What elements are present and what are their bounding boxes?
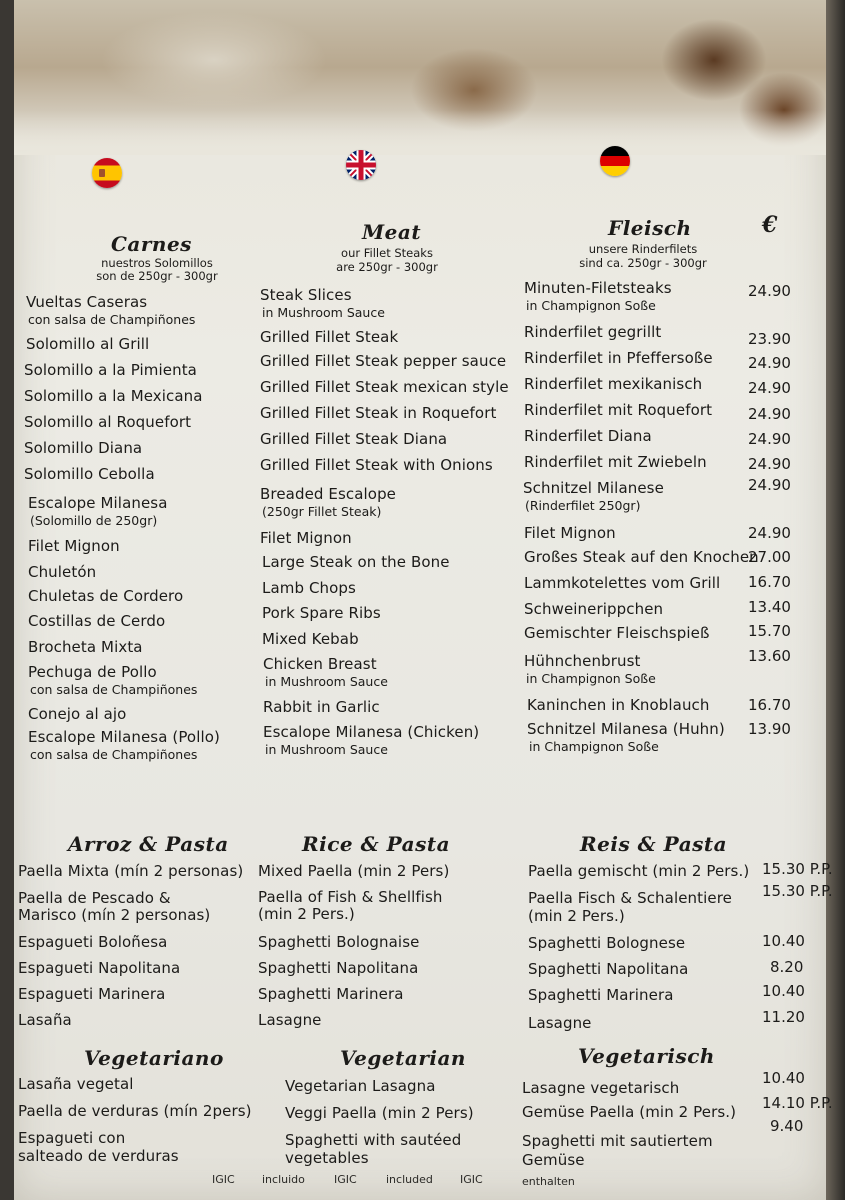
menu-item-en: Large Steak on the Bone xyxy=(262,553,450,571)
menu-item-es: Escalope Milanesa (Pollo) xyxy=(28,728,220,746)
menu-item-en-note: in Mushroom Sauce xyxy=(262,305,385,320)
menu-item-de: Schweinerippchen xyxy=(524,600,664,618)
menu-item-es: Costillas de Cerdo xyxy=(28,612,166,630)
menu-item-de: Rinderfilet mexikanisch xyxy=(524,375,703,393)
menu-item-en-note: in Mushroom Sauce xyxy=(265,674,388,689)
menu-item-de: Minuten-Filetsteaks xyxy=(524,279,672,297)
menu-item-es: Espagueti con xyxy=(18,1129,126,1147)
menu-item-de: Schnitzel Milanese xyxy=(523,479,664,497)
menu-item-de: Rinderfilet Diana xyxy=(524,427,652,445)
menu-item-en: Veggi Paella (min 2 Pers) xyxy=(285,1104,474,1122)
menu-item-de-note: (Rinderfilet 250gr) xyxy=(525,498,641,513)
menu-item-de-note: in Champignon Soße xyxy=(529,739,659,754)
menu-item-es: Vueltas Caseras xyxy=(26,293,148,311)
menu-item-en: Mixed Kebab xyxy=(262,630,359,648)
price: 13.90 xyxy=(748,720,791,738)
menu-item-es-note: con salsa de Champiñones xyxy=(28,312,196,327)
menu-item-en: Lasagne xyxy=(258,1011,322,1029)
menu-item-es: Lasaña xyxy=(18,1011,72,1029)
carnes-note-2: son de 250gr - 300gr xyxy=(96,269,218,283)
menu-item-en: Chicken Breast xyxy=(263,655,377,673)
menu-item-de: Lasagne vegetarisch xyxy=(522,1079,680,1097)
menu-item-es: Conejo al ajo xyxy=(28,705,127,723)
price: 10.40 xyxy=(762,1069,805,1087)
price: 13.40 xyxy=(748,598,791,616)
menu-item-en: Spaghetti Napolitana xyxy=(258,959,419,977)
menu-item-es: Pechuga de Pollo xyxy=(28,663,157,681)
price: 15.30 P.P. xyxy=(762,860,833,878)
footer-de-tax: IGIC xyxy=(460,1173,483,1186)
menu-item-en: Grilled Fillet Steak in Roquefort xyxy=(260,404,497,422)
menu-item-en: Spaghetti with sautéed xyxy=(285,1131,462,1149)
price: 24.90 xyxy=(748,476,791,494)
menu-item-de: Spaghetti Bolognese xyxy=(528,934,686,952)
menu-item-es: Solomillo Diana xyxy=(24,439,143,457)
menu-item-en: vegetables xyxy=(285,1149,369,1167)
menu-item-en: Mixed Paella (min 2 Pers) xyxy=(258,862,450,880)
spain-flag-icon xyxy=(92,158,122,188)
menu-item-es: Marisco (mín 2 personas) xyxy=(18,906,211,924)
menu-item-de: Großes Steak auf den Knochen xyxy=(524,548,759,566)
menu-item-de-note: in Champignon Soße xyxy=(526,671,656,686)
price: 10.40 xyxy=(762,982,805,1000)
price: 15.30 P.P. xyxy=(762,882,833,900)
menu-item-de: (min 2 Pers.) xyxy=(528,907,625,925)
fleisch-note-2: sind ca. 250gr - 300gr xyxy=(579,256,707,270)
price: 24.90 xyxy=(748,354,791,372)
menu-item-es: Espagueti Napolitana xyxy=(18,959,181,977)
price: 16.70 xyxy=(748,696,791,714)
menu-item-de: Kaninchen in Knoblauch xyxy=(527,696,710,714)
menu-item-en-note: (250gr Fillet Steak) xyxy=(262,504,382,519)
menu-item-es: Paella Mixta (mín 2 personas) xyxy=(18,862,244,880)
menu-item-de: Filet Mignon xyxy=(524,524,616,542)
menu-item-es: Brocheta Mixta xyxy=(28,638,143,656)
price: 8.20 xyxy=(770,958,804,976)
footer-de-inc: enthalten xyxy=(522,1175,575,1188)
menu-item-en: Escalope Milanesa (Chicken) xyxy=(263,723,480,741)
heading-arroz-pasta: Arroz & Pasta xyxy=(68,832,229,856)
price: 14.10 P.P. xyxy=(762,1094,833,1112)
menu-item-en: Rabbit in Garlic xyxy=(263,698,380,716)
page-edge-shadow xyxy=(826,0,845,1200)
price: 15.70 xyxy=(748,622,791,640)
menu-item-de: Spaghetti Napolitana xyxy=(528,960,689,978)
price: 24.90 xyxy=(748,379,791,397)
menu-item-en: Paella of Fish & Shellfish xyxy=(258,888,443,906)
menu-item-es: Filet Mignon xyxy=(28,537,120,555)
menu-item-es: Solomillo a la Mexicana xyxy=(24,387,203,405)
meat-note-2: are 250gr - 300gr xyxy=(336,260,438,274)
footer-es-inc: incluido xyxy=(262,1173,305,1186)
menu-item-de: Rinderfilet mit Roquefort xyxy=(524,401,713,419)
menu-item-de: Paella Fisch & Schalentiere xyxy=(528,889,733,907)
heading-carnes: Carnes xyxy=(111,232,192,256)
menu-item-de: Lammkotelettes vom Grill xyxy=(524,574,721,592)
menu-item-es: Escalope Milanesa xyxy=(28,494,168,512)
heading-rice-pasta: Rice & Pasta xyxy=(302,832,451,856)
menu-item-es-note: con salsa de Champiñones xyxy=(30,682,198,697)
menu-item-en: Grilled Fillet Steak mexican style xyxy=(260,378,509,396)
menu-item-es: Solomillo Cebolla xyxy=(24,465,155,483)
heading-meat: Meat xyxy=(362,220,422,244)
footer-en-inc: included xyxy=(386,1173,433,1186)
menu-item-de: Lasagne xyxy=(528,1014,592,1032)
heading-vegetariano: Vegetariano xyxy=(84,1046,224,1070)
fleisch-note-1: unsere Rinderfilets xyxy=(588,242,698,256)
menu-item-en: Grilled Fillet Steak xyxy=(260,328,399,346)
menu-item-de: Rinderfilet in Pfeffersoße xyxy=(524,349,713,367)
menu-item-de: Gemüse xyxy=(522,1151,585,1169)
price: 24.90 xyxy=(748,405,791,423)
price: 9.40 xyxy=(770,1117,804,1135)
menu-item-en: Pork Spare Ribs xyxy=(262,604,381,622)
menu-item-en: Filet Mignon xyxy=(260,529,352,547)
currency-symbol: € xyxy=(762,212,778,238)
menu-item-es-note: con salsa de Champiñones xyxy=(30,747,198,762)
price: 24.90 xyxy=(748,282,791,300)
germany-flag-icon xyxy=(600,146,630,176)
heading-vegetarian: Vegetarian xyxy=(340,1046,466,1070)
menu-item-en: Lamb Chops xyxy=(262,579,356,597)
menu-item-de: Rinderfilet gegrillt xyxy=(524,323,662,341)
menu-item-es: Paella de Pescado & xyxy=(18,889,171,907)
menu-item-de: Rinderfilet mit Zwiebeln xyxy=(524,453,707,471)
banner-fade xyxy=(14,110,826,155)
menu-item-en: Spaghetti Marinera xyxy=(258,985,404,1003)
carnes-note-1: nuestros Solomillos xyxy=(101,256,213,270)
menu-item-es-note: (Solomillo de 250gr) xyxy=(30,513,158,528)
menu-item-es: Espagueti Boloñesa xyxy=(18,933,168,951)
menu-item-de: Paella gemischt (min 2 Pers.) xyxy=(528,862,750,880)
uk-flag-icon xyxy=(346,150,376,180)
price: 13.60 xyxy=(748,647,791,665)
menu-item-es: Solomillo al Roquefort xyxy=(24,413,192,431)
menu-item-en: Grilled Fillet Steak Diana xyxy=(260,430,448,448)
menu-item-de-note: in Champignon Soße xyxy=(526,298,656,313)
price: 16.70 xyxy=(748,573,791,591)
footer-en-tax: IGIC xyxy=(334,1173,357,1186)
menu-item-en: (min 2 Pers.) xyxy=(258,905,355,923)
menu-item-en-note: in Mushroom Sauce xyxy=(265,742,388,757)
price: 24.90 xyxy=(748,455,791,473)
heading-reis-pasta: Reis & Pasta xyxy=(580,832,728,856)
menu-item-en: Breaded Escalope xyxy=(260,485,397,503)
heading-fleisch: Fleisch xyxy=(608,216,692,240)
menu-item-en: Steak Slices xyxy=(260,286,352,304)
menu-item-es: salteado de verduras xyxy=(18,1147,179,1165)
price: 23.90 xyxy=(748,330,791,348)
menu-item-es: Chuletas de Cordero xyxy=(28,587,184,605)
menu-item-en: Vegetarian Lasagna xyxy=(285,1077,436,1095)
menu-item-de: Gemüse Paella (min 2 Pers.) xyxy=(522,1103,737,1121)
menu-item-es: Paella de verduras (mín 2pers) xyxy=(18,1102,252,1120)
menu-item-es: Chuletón xyxy=(28,563,97,581)
menu-item-de: Hühnchenbrust xyxy=(524,652,641,670)
menu-item-en: Spaghetti Bolognaise xyxy=(258,933,420,951)
heading-vegetarisch: Vegetarisch xyxy=(578,1044,715,1068)
menu-item-de: Gemischter Fleischspieß xyxy=(524,624,710,642)
price: 11.20 xyxy=(762,1008,805,1026)
meat-note-1: our Fillet Steaks xyxy=(341,246,433,260)
footer-es-tax: IGIC xyxy=(212,1173,235,1186)
menu-item-es: Solomillo a la Pimienta xyxy=(24,361,197,379)
price: 27.00 xyxy=(748,548,791,566)
price: 24.90 xyxy=(748,430,791,448)
price: 24.90 xyxy=(748,524,791,542)
menu-item-en: Grilled Fillet Steak with Onions xyxy=(260,456,493,474)
menu-item-es: Espagueti Marinera xyxy=(18,985,166,1003)
price: 10.40 xyxy=(762,932,805,950)
menu-item-es: Lasaña vegetal xyxy=(18,1075,134,1093)
menu-item-en: Grilled Fillet Steak pepper sauce xyxy=(260,352,507,370)
menu-item-de: Spaghetti Marinera xyxy=(528,986,674,1004)
menu-item-es: Solomillo al Grill xyxy=(26,335,150,353)
menu-item-de: Spaghetti mit sautiertem xyxy=(522,1132,713,1150)
menu-item-de: Schnitzel Milanesa (Huhn) xyxy=(527,720,725,738)
